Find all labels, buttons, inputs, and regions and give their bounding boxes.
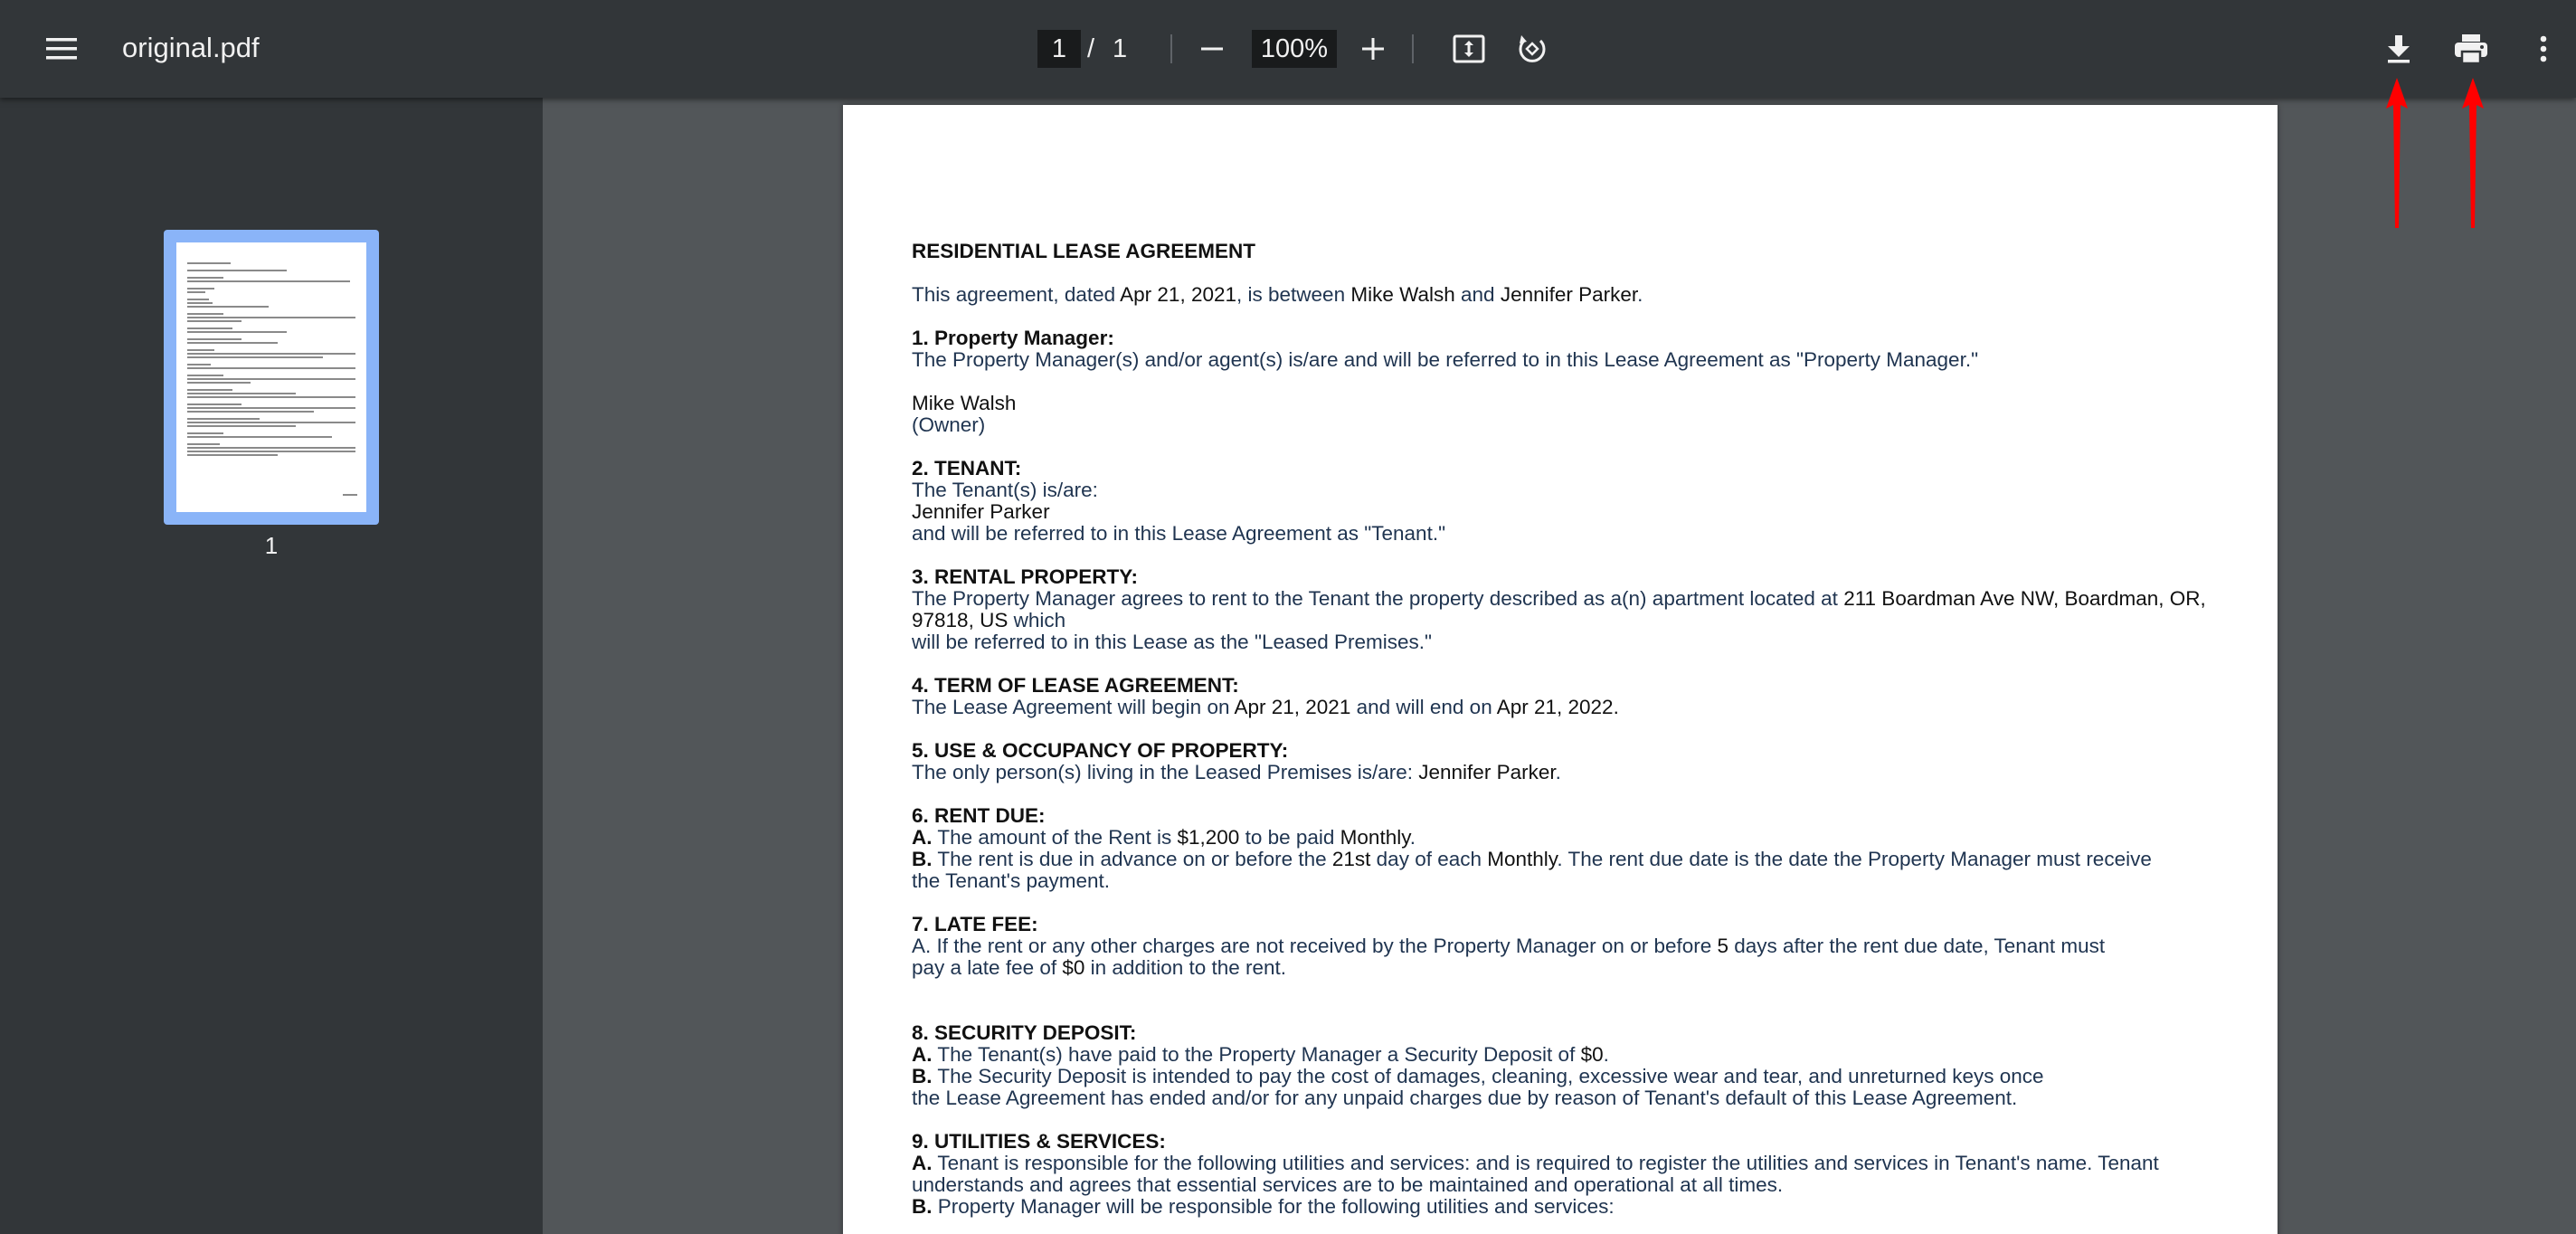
manager-role: (Owner) <box>912 413 986 436</box>
section-text: A. The Tenant(s) have paid to the Property Manager a Security Deposit of $0. <box>912 1043 1609 1066</box>
pdf-page <box>843 105 2278 1234</box>
section-text: A. The amount of the Rent is $1,200 to be paid Monthly. <box>912 826 1416 849</box>
section-text: the Tenant's payment. <box>912 869 1111 892</box>
section-text: B. Property Manager will be responsible for the following utilities and services: <box>912 1195 1615 1218</box>
section-heading: 8. SECURITY DEPOSIT: <box>912 1021 1137 1044</box>
print-icon[interactable] <box>2451 31 2491 67</box>
section-heading: 1. Property Manager: <box>912 327 1114 349</box>
zoom-in-icon[interactable] <box>1357 33 1389 65</box>
section-text: the Lease Agreement has ended and/or for any unpaid charges due by reason of Tenant's default of this Lease Agreement. <box>912 1087 2018 1109</box>
fit-page-icon[interactable] <box>1451 31 1487 67</box>
manager-name: Mike Walsh <box>912 392 1017 414</box>
section-heading: 9. UTILITIES & SERVICES: <box>912 1130 1166 1153</box>
section-heading: 5. USE & OCCUPANCY OF PROPERTY: <box>912 739 1289 762</box>
thumbnail-page-number: 1 <box>264 532 279 559</box>
document-title: original.pdf <box>122 32 260 63</box>
section-text: A. Tenant is responsible for the following utilities and services: and is required to register the utilities and services in Tenant's name. Tenant <box>912 1152 2159 1174</box>
zoom-out-icon[interactable] <box>1196 33 1228 65</box>
tenant-name: Jennifer Parker <box>912 500 1050 523</box>
intro-paragraph: This agreement, dated Apr 21, 2021, is between Mike Walsh and Jennifer Parker. <box>912 283 1643 306</box>
section-text: understands and agrees that essential services are to be maintained and operational at all times. <box>912 1173 1784 1196</box>
section-text: pay a late fee of $0 in addition to the rent. <box>912 956 1287 979</box>
section-heading: 6. RENT DUE: <box>912 804 1046 827</box>
section-text: B. The Security Deposit is intended to pay the cost of damages, cleaning, excessive wear and tear, and unreturned keys once <box>912 1065 2044 1087</box>
section-text: A. If the rent or any other charges are not received by the Property Manager on or before 5 days after the rent due date, Tenant must <box>912 935 2106 957</box>
download-icon[interactable] <box>2381 31 2417 67</box>
annotation-arrow-print <box>2460 78 2486 232</box>
section-text: The Tenant(s) is/are: <box>912 479 1098 501</box>
section-text: The Property Manager(s) and/or agent(s) is/are and will be referred to in this Lease Agreement as "Property Manager." <box>912 348 1979 371</box>
page-separator: / <box>1087 34 1095 63</box>
page-total: 1 <box>1113 34 1128 63</box>
section-heading: 7. LATE FEE: <box>912 913 1038 935</box>
section-heading: 4. TERM OF LEASE AGREEMENT: <box>912 674 1239 697</box>
section-text: The Property Manager agrees to rent to the Tenant the property described as a(n) apartment located at 211 Boardman Ave NW, Boardman, OR, <box>912 587 2206 610</box>
section-text: The only person(s) living in the Leased Premises is/are: Jennifer Parker. <box>912 761 1561 783</box>
section-text: and will be referred to in this Lease Agreement as "Tenant." <box>912 522 1446 545</box>
document-title: RESIDENTIAL LEASE AGREEMENT <box>912 240 1256 262</box>
document-viewer[interactable] <box>543 98 2576 1234</box>
toolbar-divider <box>1412 34 1414 63</box>
thumbnail-page-preview <box>176 242 366 512</box>
thumbnail-sidebar <box>0 98 543 1234</box>
more-vert-icon[interactable] <box>2533 31 2554 67</box>
section-text: will be referred to in this Lease as the "Leased Premises." <box>912 631 1433 653</box>
section-heading: 2. TENANT: <box>912 457 1022 479</box>
section-text: The Lease Agreement will begin on Apr 21, 2021 and will end on Apr 21, 2022. <box>912 696 1619 718</box>
section-text: 97818, US which <box>912 609 1066 631</box>
toolbar <box>0 0 2576 98</box>
page-thumbnail[interactable] <box>164 230 379 525</box>
section-text: B. The rent is due in advance on or before the 21st day of each Monthly. The rent due date is the date the Property Manager must receive <box>912 848 2152 870</box>
section-heading: 3. RENTAL PROPERTY: <box>912 565 1139 588</box>
menu-icon[interactable] <box>40 31 83 67</box>
rotate-icon[interactable] <box>1514 31 1550 67</box>
zoom-level-input[interactable]: 100% <box>1252 30 1337 68</box>
page-number-input[interactable]: 1 <box>1037 30 1081 68</box>
document-content <box>912 241 2241 1218</box>
toolbar-divider <box>1170 34 1172 63</box>
annotation-arrow-download <box>2384 78 2410 232</box>
